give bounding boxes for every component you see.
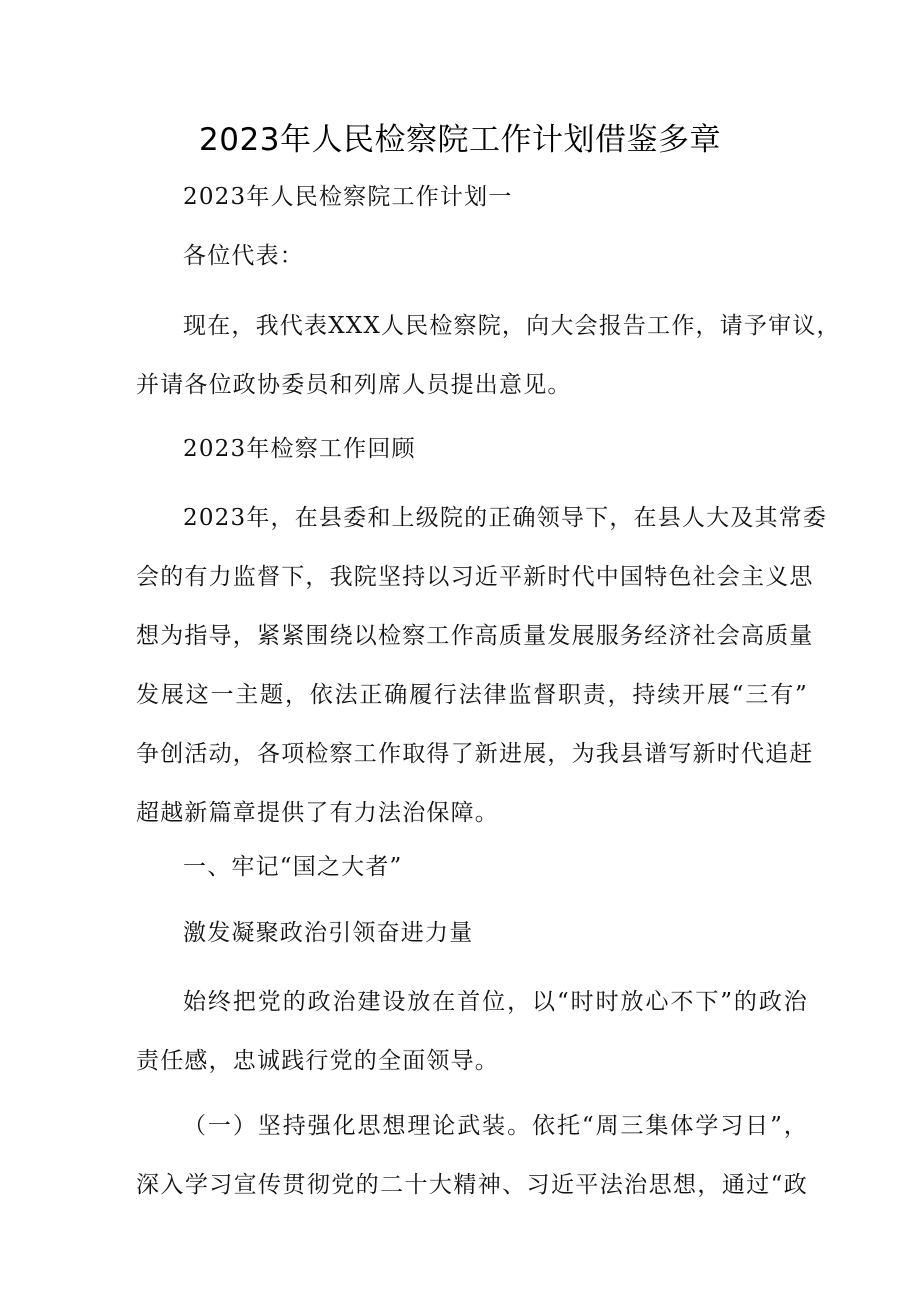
subtitle-paragraph [136,168,808,227]
review-heading-text: 2023年检察工作回顾 [183,436,416,462]
item-one-line: 深入学习宣传贯彻党的二十大精神、习近平法治思想，通过“政 [136,1172,808,1198]
review-line: 争创活动，各项检察工作取得了新进展，为我县谱写新时代追赶 [136,741,814,767]
item-one-line: （一）坚持强化思想理论武装。依托“周三集体学习日”， [183,1113,808,1139]
intro-line: 现在，我代表XXX人民检察院，向大会报告工作，请予审议， [183,313,841,339]
heading-one-text: 一、牢记“国之大者” [183,854,403,880]
intro-paragraph [136,297,841,415]
heading-one-paragraph [136,838,808,897]
review-line: 会的有力监督下，我院坚持以习近平新时代中国特色社会主义思 [136,564,814,590]
document-title: 2023年人民检察院工作计划借鉴多章 [199,122,721,158]
salutation-paragraph [136,227,808,286]
heading-one-sub-text: 激发凝聚政治引领奋进力量 [183,920,474,946]
review-heading-paragraph [136,420,808,479]
item-one-paragraph [136,1097,808,1215]
politics-paragraph [136,973,808,1091]
review-paragraph [136,489,828,843]
politics-line: 责任感，忠诚践行党的全面领导。 [136,1048,499,1074]
intro-line: 并请各位政协委员和列席人员提出意见。 [136,372,572,398]
review-line: 想为指导，紧紧围绕以检察工作高质量发展服务经济社会高质量 [136,623,814,649]
review-line: 2023年，在县委和上级院的正确领导下，在县人大及其常委 [183,505,828,531]
heading-one-sub-paragraph [136,904,808,963]
review-line: 发展这一主题，依法正确履行法律监督职责，持续开展“三有” [136,682,808,708]
review-line: 超越新篇章提供了有力法治保障。 [136,800,499,826]
subtitle-text: 2023年人民检察院工作计划一 [183,184,513,210]
politics-line: 始终把党的政治建设放在首位，以“时时放心不下”的政治 [183,989,808,1015]
salutation-text: 各位代表： [183,243,304,269]
